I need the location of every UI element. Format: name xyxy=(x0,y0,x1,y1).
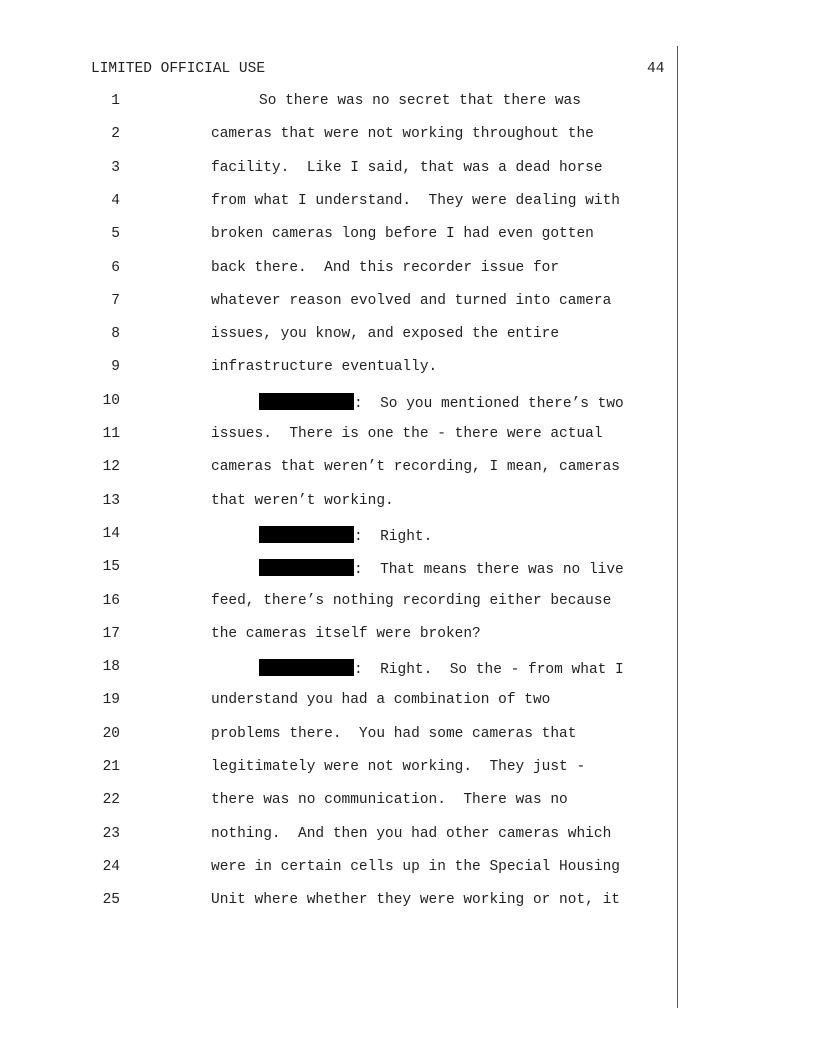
line-number: 12 xyxy=(102,459,120,476)
transcript-line xyxy=(0,726,676,748)
transcript-line xyxy=(0,359,676,381)
transcript-line xyxy=(0,626,676,648)
redaction-box xyxy=(259,393,354,410)
line-text xyxy=(211,193,620,209)
line-number: 25 xyxy=(102,892,120,909)
redaction-box xyxy=(259,559,354,576)
line-text xyxy=(211,493,394,509)
line-text xyxy=(259,393,624,412)
line-number: 10 xyxy=(102,392,120,409)
line-content: : Right. xyxy=(354,528,433,545)
line-text xyxy=(211,826,611,842)
line-number: 4 xyxy=(111,192,120,209)
line-content: legitimately were not working. They just - xyxy=(211,759,586,775)
line-text xyxy=(259,559,624,578)
line-text xyxy=(211,892,620,908)
line-number: 2 xyxy=(111,126,120,143)
line-text xyxy=(211,260,559,276)
line-content: : That means there was no live xyxy=(354,562,624,579)
transcript-line xyxy=(0,659,676,681)
line-content: issues. There is one the - there were actual xyxy=(211,426,603,442)
line-text xyxy=(211,426,603,442)
line-number: 3 xyxy=(111,159,120,176)
line-number: 1 xyxy=(111,93,120,109)
line-text xyxy=(211,293,611,309)
line-text xyxy=(259,93,581,109)
line-text xyxy=(259,526,432,545)
line-number: 5 xyxy=(111,226,120,243)
redaction-box xyxy=(259,526,354,543)
line-number: 19 xyxy=(102,692,120,709)
line-text xyxy=(211,859,620,875)
transcript-line xyxy=(0,193,676,215)
line-number: 7 xyxy=(111,292,120,309)
line-text xyxy=(211,226,594,242)
line-text xyxy=(211,759,585,775)
transcript-line xyxy=(0,826,676,848)
transcript-line xyxy=(0,692,676,714)
line-number: 13 xyxy=(102,492,120,509)
line-number: 15 xyxy=(102,559,120,576)
line-content: Unit where whether they were working or not, it xyxy=(211,892,620,909)
line-text xyxy=(211,593,611,609)
transcript-line xyxy=(0,892,676,914)
line-content: cameras that were not working throughout the xyxy=(211,126,594,143)
transcript-line xyxy=(0,792,676,814)
line-number: 18 xyxy=(102,659,120,676)
line-content: : Right. So the - from what I xyxy=(354,662,624,679)
line-text xyxy=(211,160,603,176)
transcript-line xyxy=(0,160,676,182)
transcript-line xyxy=(0,126,676,148)
page-number: 44 xyxy=(647,61,665,77)
line-number: 21 xyxy=(102,759,120,775)
line-content: from what I understand. They were dealing with xyxy=(211,192,620,209)
line-content: the cameras itself were broken? xyxy=(211,625,481,642)
line-content: nothing. And then you had other cameras which xyxy=(211,825,612,842)
line-text xyxy=(211,126,594,142)
transcript-line xyxy=(0,293,676,315)
line-number: 23 xyxy=(102,825,120,842)
transcript-line xyxy=(0,426,676,448)
transcript-line xyxy=(0,559,676,581)
right-margin-rule xyxy=(677,46,678,1008)
line-content: were in certain cells up in the Special Housing xyxy=(211,858,620,875)
line-text xyxy=(211,726,576,742)
line-text xyxy=(211,459,620,475)
line-content: cameras that weren’t recording, I mean, cameras xyxy=(211,459,620,476)
line-text xyxy=(211,326,559,342)
line-text xyxy=(259,659,624,678)
transcript-line xyxy=(0,260,676,282)
line-number: 11 xyxy=(102,426,120,442)
line-content: So there was no secret that there was xyxy=(259,93,581,109)
line-number: 16 xyxy=(102,592,120,609)
classification-header: LIMITED OFFICIAL USE xyxy=(91,61,266,77)
line-content: : So you mentioned there’s two xyxy=(354,395,624,412)
line-text xyxy=(211,692,550,708)
line-text xyxy=(211,626,481,642)
line-number: 14 xyxy=(102,525,120,542)
line-number: 17 xyxy=(102,625,120,642)
line-content: infrastructure eventually. xyxy=(211,359,438,376)
line-content: that weren’t working. xyxy=(211,492,394,509)
line-text xyxy=(211,792,568,808)
line-content: whatever reason evolved and turned into camera xyxy=(211,292,612,309)
redaction-box xyxy=(259,659,354,676)
line-number: 8 xyxy=(111,326,120,343)
transcript-line xyxy=(0,226,676,248)
line-content: problems there. You had some cameras that xyxy=(211,725,577,742)
transcript-line xyxy=(0,759,676,781)
transcript-line xyxy=(0,93,676,115)
transcript-line xyxy=(0,593,676,615)
line-number: 22 xyxy=(102,792,120,809)
line-content: there was no communication. There was no xyxy=(211,792,568,809)
transcript-line xyxy=(0,493,676,515)
line-text xyxy=(211,359,437,375)
transcript-line xyxy=(0,459,676,481)
line-number: 9 xyxy=(111,359,120,376)
line-content: understand you had a combination of two xyxy=(211,692,551,709)
line-number: 20 xyxy=(102,725,120,742)
line-content: issues, you know, and exposed the entire xyxy=(211,326,560,343)
line-content: back there. And this recorder issue for xyxy=(211,259,560,276)
line-content: feed, there’s nothing recording either because xyxy=(211,592,612,609)
transcript-line xyxy=(0,393,676,415)
transcript-line xyxy=(0,326,676,348)
transcript-line xyxy=(0,526,676,548)
line-number: 6 xyxy=(111,259,120,276)
line-number: 24 xyxy=(102,858,120,875)
line-content: facility. Like I said, that was a dead horse xyxy=(211,159,603,176)
line-content: broken cameras long before I had even gotten xyxy=(211,226,594,243)
transcript-line xyxy=(0,859,676,881)
